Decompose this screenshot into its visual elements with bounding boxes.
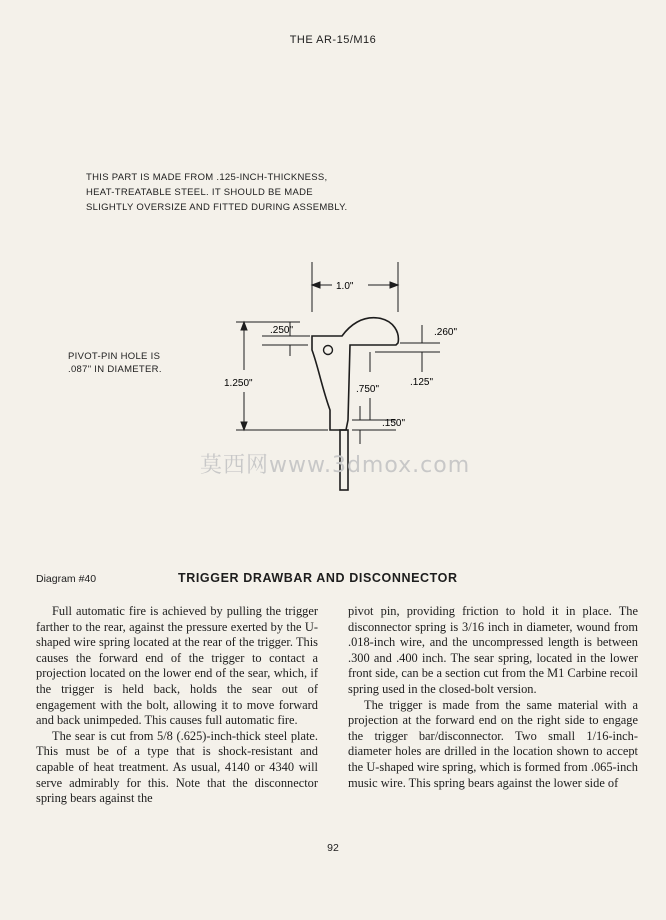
page-number: 92	[327, 842, 339, 854]
material-note-line: SLIGHTLY OVERSIZE AND FITTED DURING ASSEMBLY.	[86, 202, 348, 213]
dim-125: .125"	[410, 377, 434, 388]
diagram-label: Diagram #40	[36, 573, 97, 585]
dim-250: .250"	[270, 325, 294, 336]
dim-1250: 1.250"	[224, 378, 253, 389]
dim-width: 1.0"	[336, 281, 354, 292]
material-note-line: THIS PART IS MADE FROM .125-INCH-THICKNESS,	[86, 172, 328, 183]
pivot-pin-hole	[324, 346, 333, 355]
body-column-left	[36, 604, 318, 807]
material-note-line: HEAT-TREATABLE STEEL. IT SHOULD BE MADE	[86, 187, 313, 198]
body-column-right	[348, 604, 638, 791]
paragraph: The trigger is made from the same material with a projection at the forward end on the right side to engage the trigger bar/disconnector. Two small 1/16-inch-diameter holes are drilled in the location shown to accept the U-shaped wire spring, which is formed from .065-inch music wire. This spring bears against the lower side of	[348, 697, 638, 790]
dim-750: .750"	[356, 384, 380, 395]
pivot-note-line: PIVOT-PIN HOLE IS	[68, 351, 161, 362]
watermark: 莫西网www.3dmox.com	[200, 453, 471, 478]
dim-260: .260"	[434, 327, 458, 338]
running-header: THE AR-15/M16	[289, 34, 377, 46]
paragraph: pivot pin, providing friction to hold it in place. The disconnector spring is 3/16 inch in diameter, wound from .018-inch wire, and the uncompressed length is between .300 and .400 inch. The sear spring, located in the lower front side, can be a section cut from the M1 Carbine recoil spring used in the closed-bolt version.	[348, 604, 638, 696]
paragraph: Full automatic fire is achieved by pulling the trigger farther to the rear, against the pressure exerted by the U-shaped wire spring located at the rear of the trigger. This causes the forward end of the trigger to contact a projection located on the lower end of the sear, which, if the trigger is held back, holds the sear out of engagement with the bolt, allowing it to move forward and back unimpeded. This causes full automatic fire.	[36, 604, 318, 728]
pivot-note-line: .087" IN DIAMETER.	[68, 364, 162, 375]
dim-150: .150"	[382, 418, 406, 429]
diagram-title: TRIGGER DRAWBAR AND DISCONNECTOR	[178, 571, 458, 585]
paragraph: The sear is cut from 5/8 (.625)-inch-thick steel plate. This must be of a type that is shock-resistant and capable of heat treatment. As usual, 4140 or 4340 will serve admirably for this. Note that the disconnector spring bears against the	[36, 728, 318, 806]
